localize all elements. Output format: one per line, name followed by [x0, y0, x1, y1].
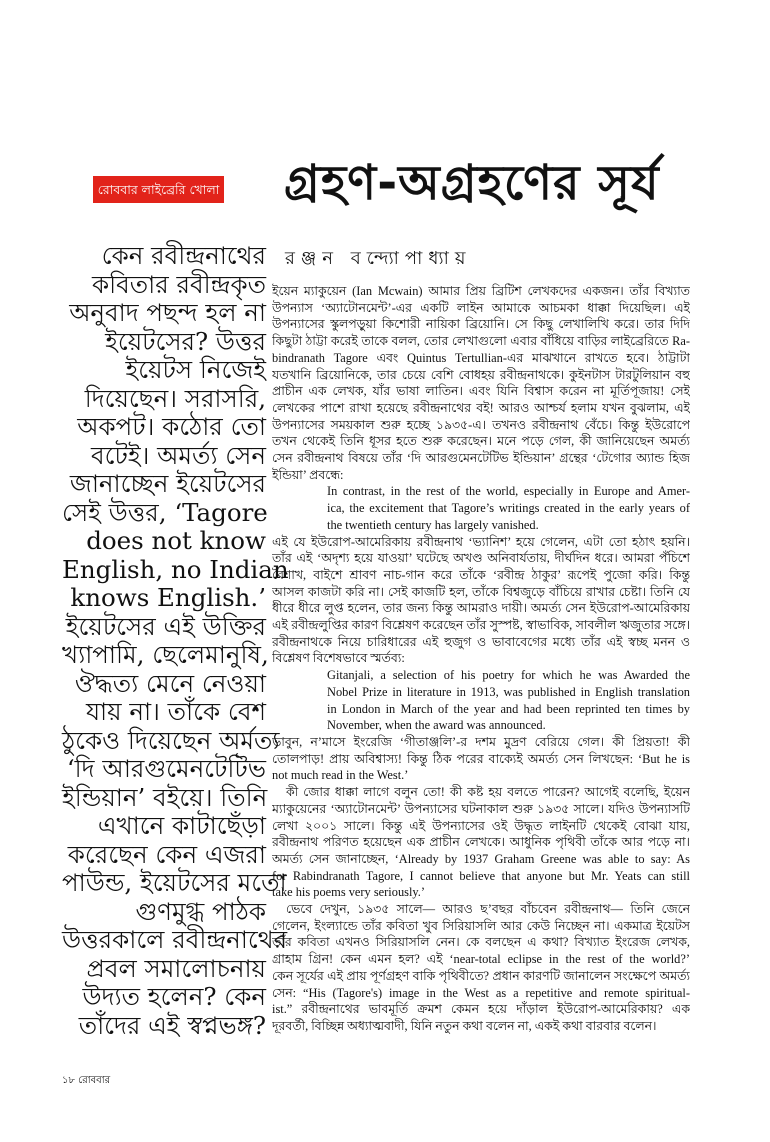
pull-quote-line: English, no Indian: [62, 554, 289, 584]
paragraph: [272, 901, 690, 1035]
text-line: ইয়েন ম্যাকুয়েন (Ian Mcwain) আমার প্রিয় ব্রিটিশ লেখকদের একজন। তাঁর বিখ্যাত: [272, 284, 690, 298]
text-line: take his poems very seriously.’: [272, 885, 426, 900]
text-line: ধীরে ধীরে লুপ্ত হলেন, তার জন্য কিন্তু আমরাও দায়ী। অমর্ত্য সেন ইউরোপ-আমেরিকায়: [272, 601, 690, 616]
pull-quote-line: ইয়েটসের? উত্তর: [105, 326, 266, 356]
text-line: Nobel Prize in literature in 1913, was published in English translation: [327, 684, 690, 699]
text-line: for Rabindranath Tagore, I cannot believe that anyone but Mr. Yeats can still: [272, 868, 690, 883]
block-quote: [272, 667, 690, 734]
text-line: তখন থেকেই তিনি ধূসর হতে শুরু করেছেন। মনে পড়ে গেল, কী জানিয়েছেন অমর্ত্য: [272, 434, 690, 449]
text-line: In contrast, in the rest of the world, especially in Europe and Amer-: [327, 484, 690, 499]
text-line: সেন: “His (Tagore's) image in the West as a repetitive and remote spiritual-: [272, 985, 690, 1000]
text-line: ভেবে দেখুন, ১৯৩৫ সালে— আরও ছ’বছর বাঁচবেন রবীন্দ্রনাথ— তিনি জেনে: [286, 902, 690, 917]
pull-quote-line: ইয়েটসের এই উক্তির: [65, 611, 266, 641]
text-line: বিশ্লেষণ বিশেষভাবে স্মর্তব্য:: [272, 651, 405, 666]
text-line: বৈশাখ, বাইশে শ্রাবণ নাচ-গান করে তাঁকে ‘রবীন্দ্র ঠাকুর’ রূপেই পুজো করি। কিন্তু: [272, 567, 690, 582]
text-line: ম্যাকুয়েনের ‘অ্যাটোনমেন্ট’ উপন্যাসের ঘটনাকাল শুরু ১৯৩৫ সালে। যদিও উপন্যাসটি: [272, 801, 690, 816]
text-line: প্রাচীন এক লেখক, যাঁর ভাষা লাতিন। এবং যিনি বিশ্বাস করেন না মূর্তিপূজায়! সেই: [272, 384, 690, 399]
text-line: এই যে ইউরোপ-আমেরিকায় রবীন্দ্রনাথ ‘ভ্যানিশ’ হয়ে গেলেন, এটা তো হঠাৎ হয়নি।: [272, 534, 690, 549]
pull-quote-line: ‘দি আরগুমেনটেটিভ: [66, 754, 266, 783]
text-line: ভাবুন, ন’মাসে ইংরেজি ‘গীতাঞ্জলি’-র দশম মুদ্রণ বেরিয়ে গেল। কী প্রিয়তা! কী: [272, 734, 690, 749]
text-line: কিছুটা ঠাট্টা করেই তাকে বলল, তোর লেখাগুলো এবার বাঁধিয়ে বাড়ির লাইব্রেরিতে Ra-: [272, 334, 690, 349]
pull-quote-line: এখানে কাটাছেঁড়া: [97, 811, 266, 840]
text-line: Gitanjali, a selection of his poetry for which he was Awarded the: [327, 668, 690, 683]
text-line: তাঁর এই ‘অদৃশ্য হয়ে যাওয়া’ ঘটেছে অখণ্ড অনিবার্যতায়, দীর্ঘদিন ধরে। আমরা পঁচিশে: [272, 551, 690, 566]
text-line: রবীন্দ্রনাথকে নিয়ে চারিধারের এই হুজুগ ও ভাবাবেগের মধ্যে তাঁর এই স্বচ্ছ মনন ও: [272, 634, 690, 649]
pull-quote-line: দিয়েছেন। সরাসরি,: [84, 383, 266, 413]
pull-quote-line: অকপট। কঠোর তো: [77, 412, 266, 441]
block-quote: [272, 483, 690, 533]
text-line: যতখানি ব্রিয়োনিকে, তার চেয়ে বেশি বোধহয় রবীন্দ্রনাথকে। কুইনটাস টারটুলিয়ান বহু: [272, 367, 690, 382]
text-line: লেখকের পাশে রাখা হয়েছে রবীন্দ্রনাথের বই! আরও আশ্চর্য হলাম যখন বুঝলাম, এই: [272, 400, 690, 415]
pull-quote-line: ঔদ্ধত্য মেনে নেওয়া: [74, 668, 266, 698]
pull-quote-line: খ্যাপামি, ছেলেমানুষি,: [62, 640, 269, 669]
text-line: সেন রবীন্দ্রনাথ বিষয়ে তাঁর ‘দি আরগুমেনটেটিভ ইন্ডিয়ান’ গ্রন্থের ‘টেগোর অ্যান্ড হিজ: [272, 451, 690, 466]
pull-quote-line: ইয়েটস নিজেই: [125, 355, 266, 384]
pull-quote-line: কেন রবীন্দ্রনাথের: [101, 241, 266, 270]
text-line: ইন্ডিয়া’ প্রবন্ধে:: [272, 467, 344, 482]
pull-quote-line: উত্তরকালে রবীন্দ্রনাথের: [62, 925, 288, 954]
text-line: লেখা ২০০১ সালে। কিন্তু এই উপন্যাসের ওই উদ্ধৃত লাইনটি থেকেই বোঝা যায়,: [272, 818, 690, 833]
text-line: গ্রাহাম গ্রিন! কেন এমন হল? এই ‘near-total eclipse in the rest of the world?’: [272, 952, 690, 967]
paragraph: [272, 283, 690, 483]
pull-quote-line: ইন্ডিয়ান’ বইয়ে। তিনি: [62, 782, 268, 812]
pull-quote-line: বটেই। অমর্ত্য সেন: [91, 440, 266, 470]
text-line: in London in March of the year and had been reprinted ten times by: [327, 701, 690, 716]
text-line: কেন সূর্যের এই প্রায় পূর্ণগ্রহণ বাকি পৃথিবীতে? প্রধান কারণটি জানালেন সংক্ষেপে অমর্ত্য: [272, 968, 690, 983]
text-line: ica, the excitement that Tagore’s writings created in the early years of: [327, 501, 690, 516]
pull-quote-line: প্রবল সমালোচনায়: [86, 953, 266, 983]
text-line: আসল কাজটা করি না। সেই কাজটি হল, তাঁকে বিশ্বজুড়ে বাঁচিয়ে রাখার চেষ্টা। তিনি যে: [272, 584, 690, 599]
article-title: গ্রহণ-অগ্রহণের সূর্য: [284, 155, 660, 211]
text-line: the twentieth century has largely vanished.: [327, 517, 539, 532]
text-line: দূরবর্তী, বিচ্ছিন্ন অধ্যাত্মবাদী, যিনি নতুন কথা বলেন না, একই কথা বারবার বলেন।: [272, 1018, 657, 1033]
text-line: bindranath Tagore এবং Quintus Tertullian-এর মাঝখানে রাখতে হবে। ঠাট্টাটা: [272, 350, 690, 365]
pull-quote-line: অনুবাদ পছন্দ হল না: [69, 298, 266, 327]
pull-quote-line: knows English.’: [70, 583, 266, 612]
text-line: অমর্ত্য সেন জানাচ্ছেন, ‘Already by 1937 Graham Greene was able to say: As: [272, 851, 690, 866]
author-byline: রঞ্জন বন্দ্যোপাধ্যায়: [285, 248, 472, 269]
text-line: November, when the award was announced.: [327, 718, 546, 733]
text-line: রবীন্দ্রনাথ পরিণত হয়েছেন এক প্রাচীন লেখকে। আধুনিক পৃথিবী তাঁকে আর পড়ে না।: [272, 835, 690, 850]
pull-quote-line: তাঁদের এই স্বপ্নভঙ্গ?: [78, 1010, 266, 1040]
pull-quote-line: ঠুকেও দিয়েছেন অর্মত্য: [62, 725, 280, 755]
text-line: তাঁর কবিতা এখনও সিরিয়াসলি নেন। কে বলছেন এ কথা? বিখ্যাত ইংরেজ লেখক,: [272, 935, 690, 950]
text-line: গেলেন, ইংল্যান্ডে তাঁর কবিতা খুব সিরিয়াসলি আর কেউ নিচ্ছেন না। একমাত্র ইয়েটস: [272, 918, 690, 933]
text-line: ist.” রবীন্দ্রনাথের ভাবমূর্তি ক্রমশ কেমন হয়ে দাঁড়াল ইউরোপ-আমেরিকায়? এক: [272, 1002, 690, 1017]
pull-quote-line: পাউন্ড, ইয়েটসের মতো: [62, 868, 287, 897]
pull-quote-line: যায় না। তাঁকে বেশ: [85, 697, 266, 726]
section-label: রোববার লাইব্রেরি খোলা: [93, 176, 224, 203]
text-line: উপন্যাসের সময়কাল শুরু হচ্ছে ১৯৩৫-এ। তখনও রবীন্দ্রনাথ বেঁচে। কিন্তু ইউরোপে: [272, 417, 690, 432]
pull-quote-line: জানাচ্ছেন ইয়েটসের: [69, 469, 266, 498]
pull-quote-line: গুণমুগ্ধ পাঠক: [135, 896, 266, 926]
text-line: কী জোর ধাক্কা লাগে বলুন তো! কী কষ্ট হয় বলতে পারেন? আগেই বলেছি, ইয়েন: [286, 785, 690, 800]
pull-quote-line: does not know: [86, 526, 266, 555]
paragraph: [272, 534, 690, 668]
text-line: উপন্যাস ‘অ্যাটোনমেন্ট’-এর একটি লাইন আমাকে আচমকা ধাক্কা দিয়েছিল। এই: [272, 300, 690, 315]
text-line: উপন্যাসের স্কুলপড়ুয়া কিশোরী নায়িকা ব্রিয়োনি। সে কিছু লেখালিখি করে। তার দিদি: [272, 317, 690, 332]
article-body: [272, 283, 690, 1035]
page-footer: ১৮ রোববার: [62, 1075, 111, 1086]
pull-quote-line: সেই উত্তর, ‘Tagore: [62, 497, 268, 527]
pull-quote: [62, 241, 289, 1040]
paragraph: [272, 784, 690, 901]
text-line: তোলপাড়! প্রায় অবিশ্বাস্য! কিন্তু ঠিক পরের বাক্যেই অমর্ত্য সেন লিখছেন: ‘But he is: [272, 751, 690, 766]
pull-quote-line: কবিতার রবীন্দ্রকৃত: [92, 269, 266, 299]
text-line: not much read in the West.’: [272, 768, 409, 783]
pull-quote-line: করেছেন কেন এজরা: [67, 839, 266, 869]
paragraph: [272, 734, 690, 784]
text-line: এই রবীন্দ্রলুপ্তির কারণ বিশ্লেষণ করেছেন তাঁর সুস্পষ্ট, স্বাভাবিক, সাবলীল ঋজুতার সঙ্গে।: [272, 618, 690, 633]
pull-quote-line: উদ্যত হলেন? কেন: [82, 982, 266, 1011]
